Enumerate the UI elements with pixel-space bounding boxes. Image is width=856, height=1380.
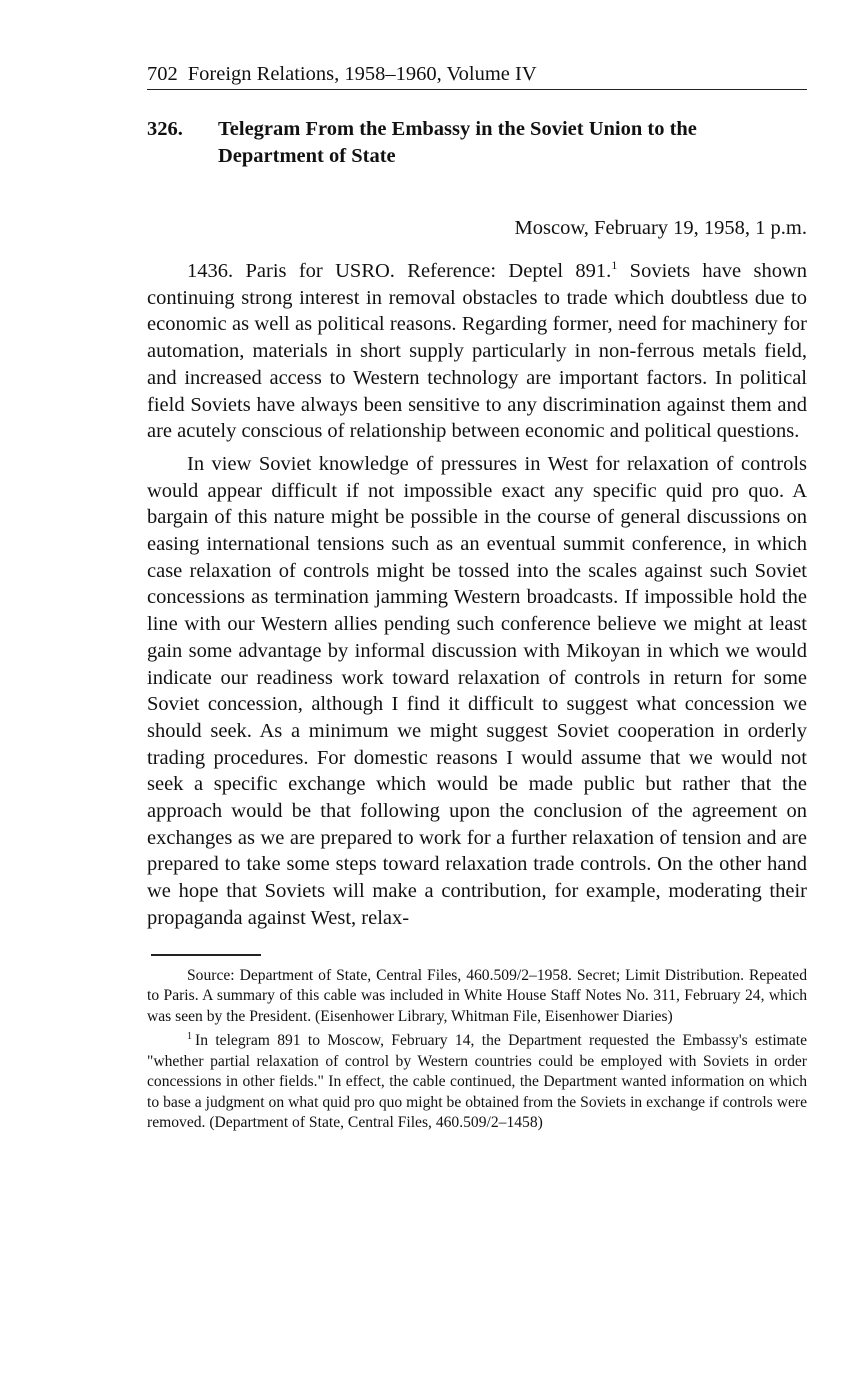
document-number: 326. — [147, 118, 183, 140]
footnotes — [147, 966, 807, 1134]
source-note: Source: Department of State, Central Files, 460.509/2–1958. Secret; Limit Distribution. Repeated to Paris. A summary of this cable was included in White House Staff Notes No. 311, February 24, which was seen by the President. (Eisenhower Library, Whitman File, Eisenhower Diaries) — [147, 966, 807, 1025]
paragraph-1-text: Soviets have shown continuing strong interest in removal obstacles to trade which doubtless due to economic as well as political reasons. Regarding former, need for machinery for automation, materials in short supply particularly in non-ferrous metals field, and increased access to Western technology are important factors. In political field Soviets have always been sensitive to any discrimination against them and are acutely conscious of relationship between economic and political questions. — [147, 260, 807, 443]
body-paragraph-2: In view Soviet knowledge of pressures in West for relaxation of controls would appear difficult if not impossible exact any specific quid pro quo. A bargain of this nature might be possible in the course of general discussions on easing international tensions such as an eventual summit conference, in which case relaxation of controls might be tossed into the scales against such Soviet concessions as termination jamming Western broadcasts. If impossible hold the line with our Western allies pending such conference believe we might at least gain some advantage by informal discussion with Mikoyan in which we would indicate our readiness work toward relaxation of controls in return for some Soviet concession, although I find it difficult to suggest what concession we should seek. As a minimum we might suggest Soviet cooperation in orderly trading procedures. For domestic reasons I would assume that we would not seek a specific exchange which would be made public but rather that the approach would be that following upon the conclusion of the agreement on exchanges as we are prepared to work for a further relaxation of tension and are prepared to take some steps toward relaxation trade controls. On the other hand we hope that Soviets will make a contribution, for example, moderating their propaganda against West, relax- — [147, 452, 807, 929]
document-heading — [147, 116, 807, 170]
document-page — [147, 60, 807, 1134]
telegram-body — [147, 258, 807, 932]
document-title: Telegram From the Embassy in the Soviet Union to the Department of State — [218, 118, 697, 167]
page-number: 702 — [147, 63, 178, 85]
footnote-1-marker: 1 — [187, 1030, 192, 1042]
dateline: Moscow, February 19, 1958, 1 p.m. — [514, 217, 807, 239]
footnote-reference-1[interactable]: 1 — [611, 258, 618, 273]
running-head — [147, 60, 807, 90]
footnote-1-text: In telegram 891 to Moscow, February 14, the Department requested the Embassy's estimate "whether partial relaxation of control by Western countries could be employed with Soviets in order concessions in other fields." In effect, the cable continued, the Department wanted information on which to base a judgment on what quid pro quo might be obtained from the Soviets in exchange if controls were removed. (Department of State, Central Files, 460.509/2–1458) — [147, 1032, 807, 1132]
paragraph-1-opening: 1436. Paris for USRO. Reference: Deptel 891. — [187, 260, 612, 282]
body-paragraph-1 — [147, 258, 807, 445]
footnote-divider — [151, 954, 261, 956]
footnote-1 — [147, 1031, 807, 1134]
volume-title: Foreign Relations, 1958–1960, Volume IV — [187, 63, 537, 85]
